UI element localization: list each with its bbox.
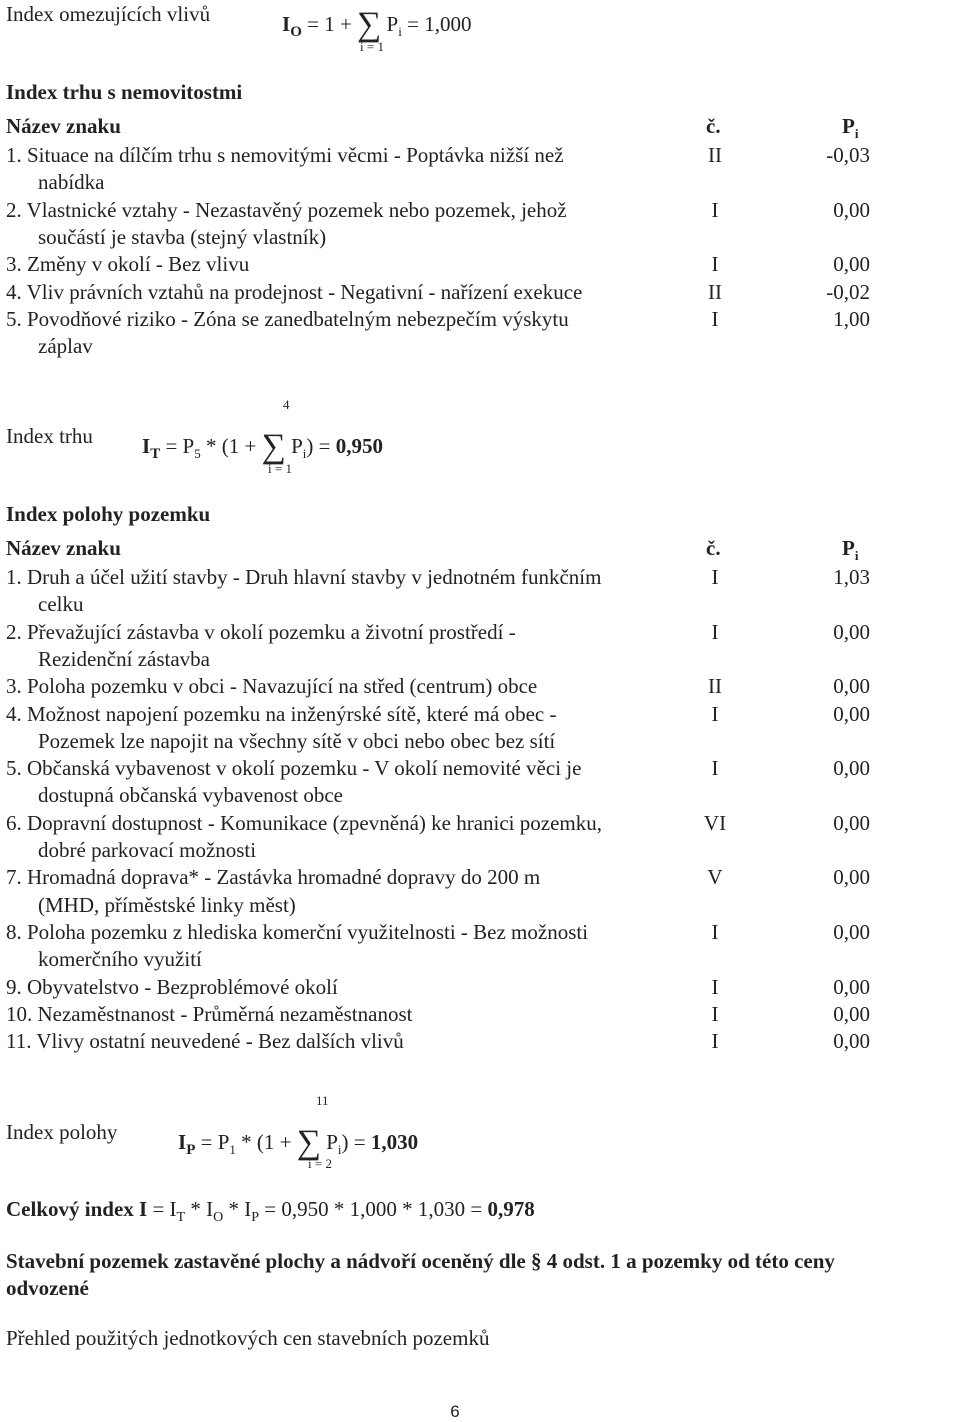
table-row-value: 0,00	[833, 674, 870, 699]
table-row-name-continued: dobré parkovací možnosti	[38, 838, 257, 862]
table-header-c: č.	[706, 114, 721, 138]
table-row-name: 11. Vlivy ostatní neuvedené - Bez dalších vlivů	[6, 1029, 404, 1054]
table-row-class: I	[711, 974, 719, 999]
index-polohy-formula: $I_P = P_1 * (1$ + ∑ $P_i) = 1,030$	[178, 1124, 419, 1161]
index-trhu-result: 0,950	[335, 434, 383, 458]
index-omezujicich-formula: $I_O = 1$ + ∑ $P_i = 1,000$	[282, 6, 472, 43]
table-row-class: VI	[703, 810, 727, 835]
table-row-value: 0,00	[833, 756, 870, 781]
index-trhu-label: Index trhu	[6, 424, 93, 448]
table-row-name: 2. Převažující zástavba v okolí pozemku a životní prostředí -	[6, 619, 516, 644]
sum-lower-bound: i = 1	[268, 461, 292, 476]
table-row-name: 6. Dopravní dostupnost - Komunikace (zpevněná) ke hranici pozemku,	[6, 810, 602, 835]
table-row-name-continued: záplav	[38, 334, 93, 359]
table-row-name: 5. Povodňové riziko - Zóna se zanedbatelným nebezpečím výskytu	[6, 306, 569, 331]
table-row-name: 3. Poloha pozemku v obci - Navazující na střed (centrum) obce	[6, 674, 538, 699]
table-row-name-continued: celku	[38, 592, 84, 617]
table-row-name-continued: dostupná občanská vybavenost obce	[38, 783, 344, 808]
table-row-class: I	[711, 252, 719, 277]
sum-upper-bound: 11	[316, 1093, 329, 1108]
table-header-name: Název znaku	[6, 114, 121, 138]
table-row-class: I	[711, 619, 719, 644]
sum-icon: ∑	[357, 6, 382, 43]
table-row-value: 0,00	[833, 619, 870, 644]
table-row-value: 0,00	[833, 197, 870, 222]
sum-lower-bound: i = 1	[360, 39, 384, 54]
sum-icon: ∑	[296, 1124, 321, 1161]
table-row-name: 2. Vlastnické vztahy - Nezastavěný pozemek nebo pozemek, jehož	[6, 197, 567, 222]
table-row-class: II	[708, 674, 722, 699]
table-row-name: 10. Nezaměstnanost - Průměrná nezaměstnanost	[6, 1001, 413, 1026]
celkovy-index: Celkový index $I = I_T * I_O * I_P = 0,950 * 1,000 * 1,030 = 0,978$	[6, 1197, 535, 1226]
table-header-p: $P_i$	[842, 536, 859, 564]
table-row-class: I	[711, 1029, 719, 1054]
table-row-class: I	[711, 1001, 719, 1026]
prehled-text: Přehled použitých jednotkových cen stavebních pozemků	[6, 1326, 490, 1350]
sum-lower-bound: i = 2	[308, 1156, 332, 1171]
table-row-class: I	[711, 197, 719, 222]
table-row-class: II	[708, 279, 722, 304]
index-polohy-result: 1,030	[370, 1130, 419, 1154]
table-row-value: 0,00	[833, 810, 870, 835]
table-row-name-continued: (MHD, příměstské linky měst)	[38, 892, 296, 917]
table-row-value: -0,03	[826, 143, 870, 167]
table-row-name: 3. Změny v okolí - Bez vlivu	[6, 252, 250, 277]
sum-upper-bound: 4	[283, 397, 290, 412]
table-row-class: II	[708, 143, 722, 167]
table-row-name-continued: součástí je stavba (stejný vlastník)	[38, 224, 327, 249]
page-number: 6	[450, 1402, 460, 1421]
table-header-c: č.	[706, 536, 721, 560]
table-row-value: 0,00	[833, 974, 870, 999]
table-row-name: 4. Možnost napojení pozemku na inženýrské sítě, které má obec -	[6, 701, 557, 726]
heading-pozemek: Stavební pozemek zastavěné plochy a nádvoří oceněný dle § 4 odst. 1 a pozemky od této ceny odvozené	[6, 1249, 835, 1300]
celkovy-index-result: 0,978	[487, 1197, 535, 1221]
index-polohy-label: Index polohy	[6, 1120, 118, 1144]
table-row-name: 1. Situace na dílčím trhu s nemovitými věcmi - Poptávka nižší než	[6, 143, 564, 167]
table-row-name: 5. Občanská vybavenost v okolí pozemku - V okolí nemovité věci je	[6, 756, 582, 781]
section-title-poloha: Index polohy pozemku	[6, 502, 211, 526]
table-row-class: I	[711, 306, 719, 331]
table-row-name: 4. Vliv právních vztahů na prodejnost - Negativní - nařízení exekuce	[6, 279, 583, 304]
table-row-name: 7. Hromadná doprava* - Zastávka hromadné dopravy do 200 m	[6, 865, 541, 890]
table-row-value: 0,00	[833, 1001, 870, 1026]
table-row-value: -0,02	[826, 279, 870, 304]
table-row-class: I	[711, 565, 719, 589]
table-row-name-continued: nabídka	[38, 170, 105, 195]
table-row-name-continued: Pozemek lze napojit na všechny sítě v obci nebo obec bez sítí	[38, 728, 556, 753]
table-row-name: 1. Druh a účel užití stavby - Druh hlavní stavby v jednotném funkčním	[6, 565, 602, 589]
sum-icon: ∑	[261, 428, 286, 465]
table-row-class: V	[707, 865, 723, 890]
table-header-p: $P_i$	[842, 114, 859, 142]
index-trhu-formula: $I_T = P_5 * (1$ + ∑ $P_i) = 0,950$	[142, 428, 383, 465]
table-row-value: 0,00	[833, 1029, 870, 1054]
formula-symbol: $I_O$	[282, 12, 302, 41]
table-row-value: 0,00	[833, 252, 870, 277]
table-row-class: I	[711, 756, 719, 781]
table-row-name: 8. Poloha pozemku z hlediska komerční využitelnosti - Bez možnosti	[6, 919, 589, 944]
table-row-name: 9. Obyvatelstvo - Bezproblémové okolí	[6, 974, 338, 999]
table-header-name: Název znaku	[6, 536, 121, 560]
table-row-value: 1,00	[833, 306, 870, 331]
table-row-name-continued: komerčního využití	[38, 947, 202, 972]
index-omezujicich-label: Index omezujících vlivů	[6, 2, 211, 26]
table-row-value: 0,00	[833, 865, 870, 890]
table-row-name-continued: Rezidenční zástavba	[38, 646, 210, 671]
table-row-value: 0,00	[833, 919, 870, 944]
table-row-value: 1,03	[833, 565, 870, 589]
table-row-value: 0,00	[833, 701, 870, 726]
table-row-class: I	[711, 701, 719, 726]
table-row-class: I	[711, 919, 719, 944]
section-title-trh: Index trhu s nemovitostmi	[6, 80, 243, 104]
